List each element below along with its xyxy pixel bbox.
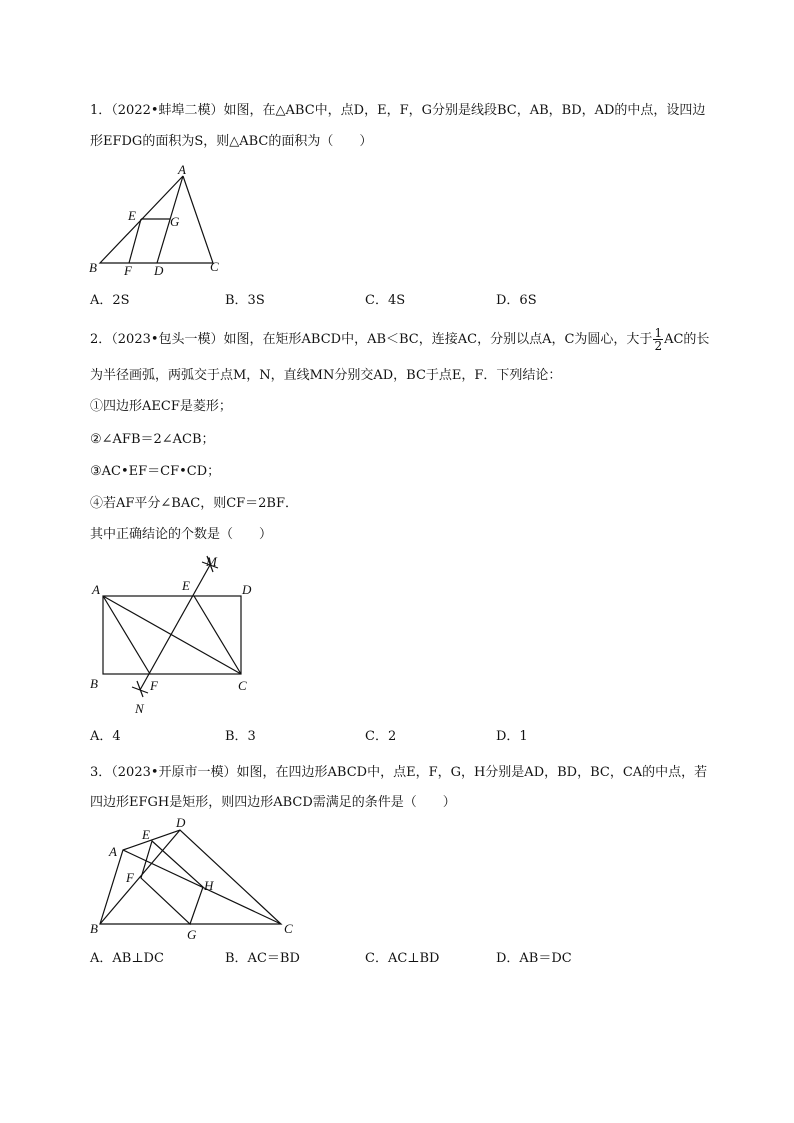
q2-conclusion-1: ①四边形AECF是菱形； bbox=[90, 399, 232, 414]
q2-line1-part2: AC的长 bbox=[664, 332, 710, 347]
q3-text-line1: 3．（2023•开原市一模）如图，在四边形ABCD中，点E，F，G，H分别是AD，BD，BC，CA的中点，若 bbox=[90, 765, 708, 780]
q3-label-C: C bbox=[284, 921, 293, 936]
q1-text-line2: 形EFDG的面积为S，则△ABC的面积为（ ） bbox=[90, 134, 373, 149]
q1-option-a[interactable]: A．2S bbox=[90, 293, 130, 308]
q2-label-N: N bbox=[135, 701, 144, 716]
q3-label-H: H bbox=[204, 878, 214, 893]
q1-label-D: D bbox=[154, 263, 164, 278]
q1-label-C: C bbox=[210, 259, 219, 274]
q2-label-D: D bbox=[242, 582, 252, 597]
q1-label-A: A bbox=[178, 162, 186, 177]
q2-arc-mark-N bbox=[132, 681, 148, 697]
q2-conclusion-2: ②∠AFB＝2∠ACB； bbox=[90, 432, 215, 447]
q3-option-c[interactable]: C．AC⊥BD bbox=[365, 951, 440, 966]
q2-diagonal-AC bbox=[103, 596, 241, 674]
q2-label-E: E bbox=[182, 578, 190, 593]
q2-label-C: C bbox=[238, 678, 247, 693]
q1-option-b[interactable]: B．3S bbox=[225, 293, 265, 308]
q2-text-line2: 为半径画弧，两弧交于点M，N，直线MN分别交AD，BC于点E，F．下列结论： bbox=[90, 368, 562, 383]
q2-label-A: A bbox=[92, 582, 100, 597]
q2-text-line1 bbox=[90, 327, 709, 352]
q3-label-F: F bbox=[126, 870, 134, 885]
q1-label-G: G bbox=[170, 214, 180, 229]
q2-option-c[interactable]: C．2 bbox=[365, 729, 397, 744]
q1-figure bbox=[84, 160, 244, 280]
q2-label-B: B bbox=[90, 676, 98, 691]
q2-conclusion-3: ③AC•EF＝CF•CD； bbox=[90, 464, 221, 479]
q3-text-line2: 四边形EFGH是矩形，则四边形ABCD需满足的条件是（ ） bbox=[90, 795, 456, 810]
q2-line1-part1: 2．（2023•包头一模）如图，在矩形ABCD中，AB＜BC，连接AC，分别以点A，C为圆心，大于 bbox=[90, 332, 653, 347]
q2-prompt: 其中正确结论的个数是（ ） bbox=[90, 527, 273, 542]
q2-label-F: F bbox=[150, 678, 158, 693]
q3-label-D: D bbox=[176, 815, 186, 830]
q2-option-d[interactable]: D．1 bbox=[496, 729, 528, 744]
q1-option-c[interactable]: C．4S bbox=[365, 293, 406, 308]
q2-option-b[interactable]: B．3 bbox=[225, 729, 256, 744]
q2-line-MN bbox=[140, 565, 210, 690]
q3-option-b[interactable]: B．AC＝BD bbox=[225, 951, 300, 966]
q3-label-G: G bbox=[187, 927, 197, 942]
q2-fraction-num: 1 bbox=[654, 326, 663, 340]
q2-figure bbox=[84, 552, 264, 722]
q1-label-B: B bbox=[89, 260, 97, 275]
q2-option-a[interactable]: A．4 bbox=[90, 729, 121, 744]
q2-segment-AF bbox=[103, 596, 150, 674]
q2-label-M: M bbox=[206, 554, 217, 569]
q3-diagonal-AC bbox=[123, 850, 281, 924]
q1-text-line1: 1．（2022•蚌埠二模）如图，在△ABC中，点D，E，F，G分别是线段BC，AB，BD，AD的中点，设四边 bbox=[90, 103, 706, 118]
q3-figure bbox=[84, 814, 304, 944]
q3-option-a[interactable]: A．AB⊥DC bbox=[90, 951, 164, 966]
q3-label-A: A bbox=[109, 844, 117, 859]
q2-segment-EC bbox=[194, 596, 241, 674]
q2-fraction-den: 2 bbox=[654, 339, 663, 353]
q1-option-d[interactable]: D．6S bbox=[496, 293, 537, 308]
q2-conclusion-4: ④若AF平分∠BAC，则CF＝2BF． bbox=[90, 496, 299, 511]
q3-label-B: B bbox=[90, 921, 98, 936]
q3-label-E: E bbox=[142, 827, 150, 842]
q2-fraction bbox=[653, 327, 663, 352]
q1-label-E: E bbox=[128, 208, 136, 223]
q1-label-F: F bbox=[124, 263, 132, 278]
q3-option-d[interactable]: D．AB＝DC bbox=[496, 951, 572, 966]
